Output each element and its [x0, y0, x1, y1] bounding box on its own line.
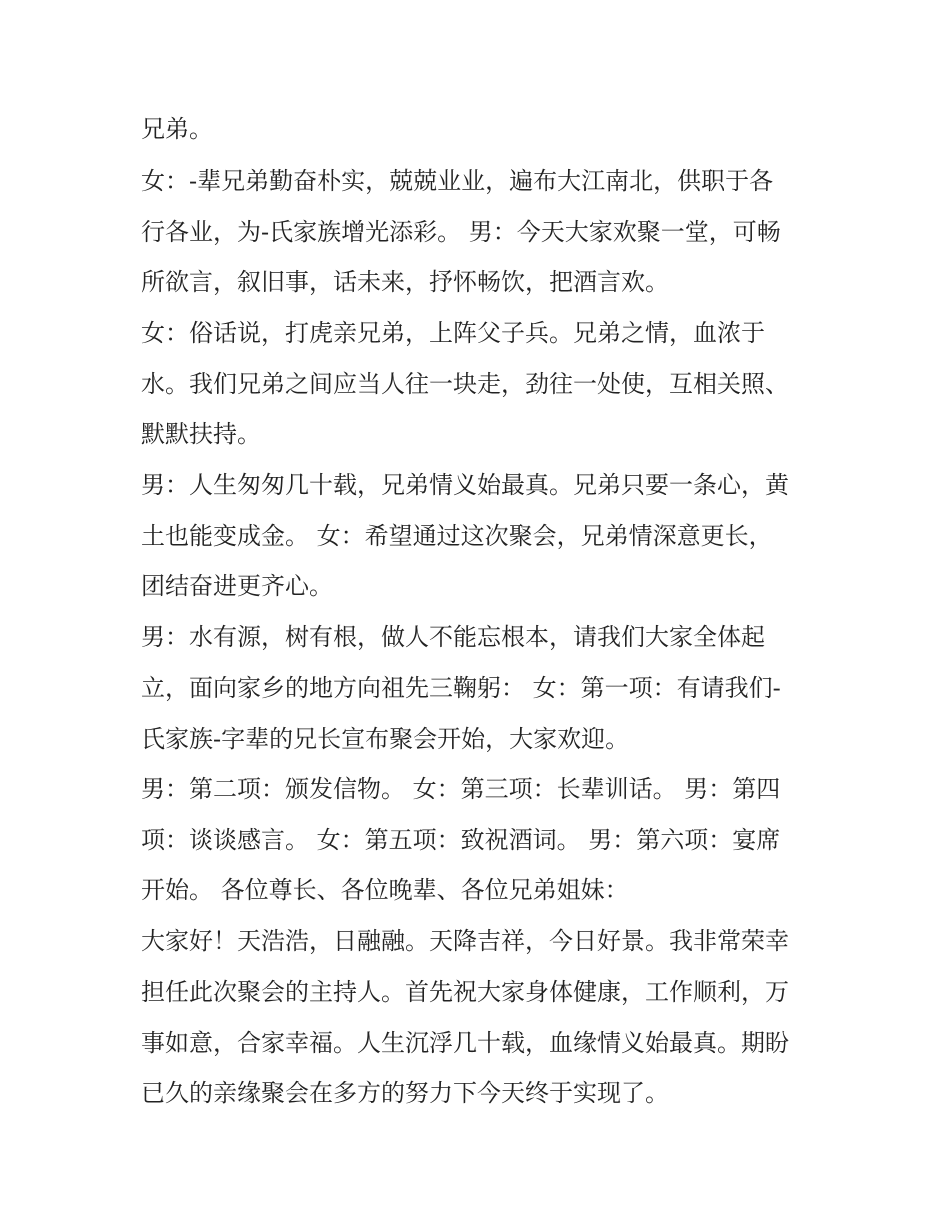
text-line: 事如意，合家幸福。人生沉浮几十载，血缘情义始最真。期盼	[141, 1029, 789, 1057]
text-line: 立，面向家乡的地方向祖先三鞠躬： 女：第一项：有请我们-	[141, 674, 781, 702]
text-line: 男：人生匆匆几十载，兄弟情义始最真。兄弟只要一条心，黄	[141, 471, 789, 499]
text-line: 行各业，为-氏家族增光添彩。 男：今天大家欢聚一堂，可畅	[141, 218, 781, 246]
text-line: 兄弟。	[141, 115, 213, 143]
text-line: 默默扶持。	[141, 420, 261, 448]
text-line: 已久的亲缘聚会在多方的努力下今天终于实现了。	[141, 1079, 669, 1107]
text-line: 男：水有源，树有根，做人不能忘根本，请我们大家全体起	[141, 623, 765, 651]
text-line: 担任此次聚会的主持人。首先祝大家身体健康，工作顺利，万	[141, 978, 789, 1006]
text-line: 所欲言，叙旧事，话未来，抒怀畅饮，把酒言欢。	[141, 268, 669, 296]
text-line: 大家好！天浩浩，日融融。天降吉祥，今日好景。我非常荣幸	[141, 927, 789, 955]
text-line: 女：-辈兄弟勤奋朴实，兢兢业业，遍布大江南北，供职于各	[141, 167, 774, 195]
text-line: 土也能变成金。 女：希望通过这次聚会，兄弟情深意更长，	[141, 522, 773, 550]
text-line: 项：谈谈感言。 女：第五项：致祝酒词。 男：第六项：宴席	[141, 826, 781, 854]
text-line: 女：俗话说，打虎亲兄弟，上阵父子兵。兄弟之情，血浓于	[141, 319, 765, 347]
text-line: 男：第二项：颁发信物。 女：第三项：长辈训话。 男：第四	[141, 775, 781, 803]
text-line: 氏家族-字辈的兄长宣布聚会开始，大家欢迎。	[141, 725, 630, 753]
text-line: 团结奋进更齐心。	[141, 572, 333, 600]
text-line: 开始。 各位尊长、各位晚辈、各位兄弟姐妹：	[141, 876, 629, 904]
text-line: 水。我们兄弟之间应当人往一块走，劲往一处使，互相关照、	[141, 370, 789, 398]
